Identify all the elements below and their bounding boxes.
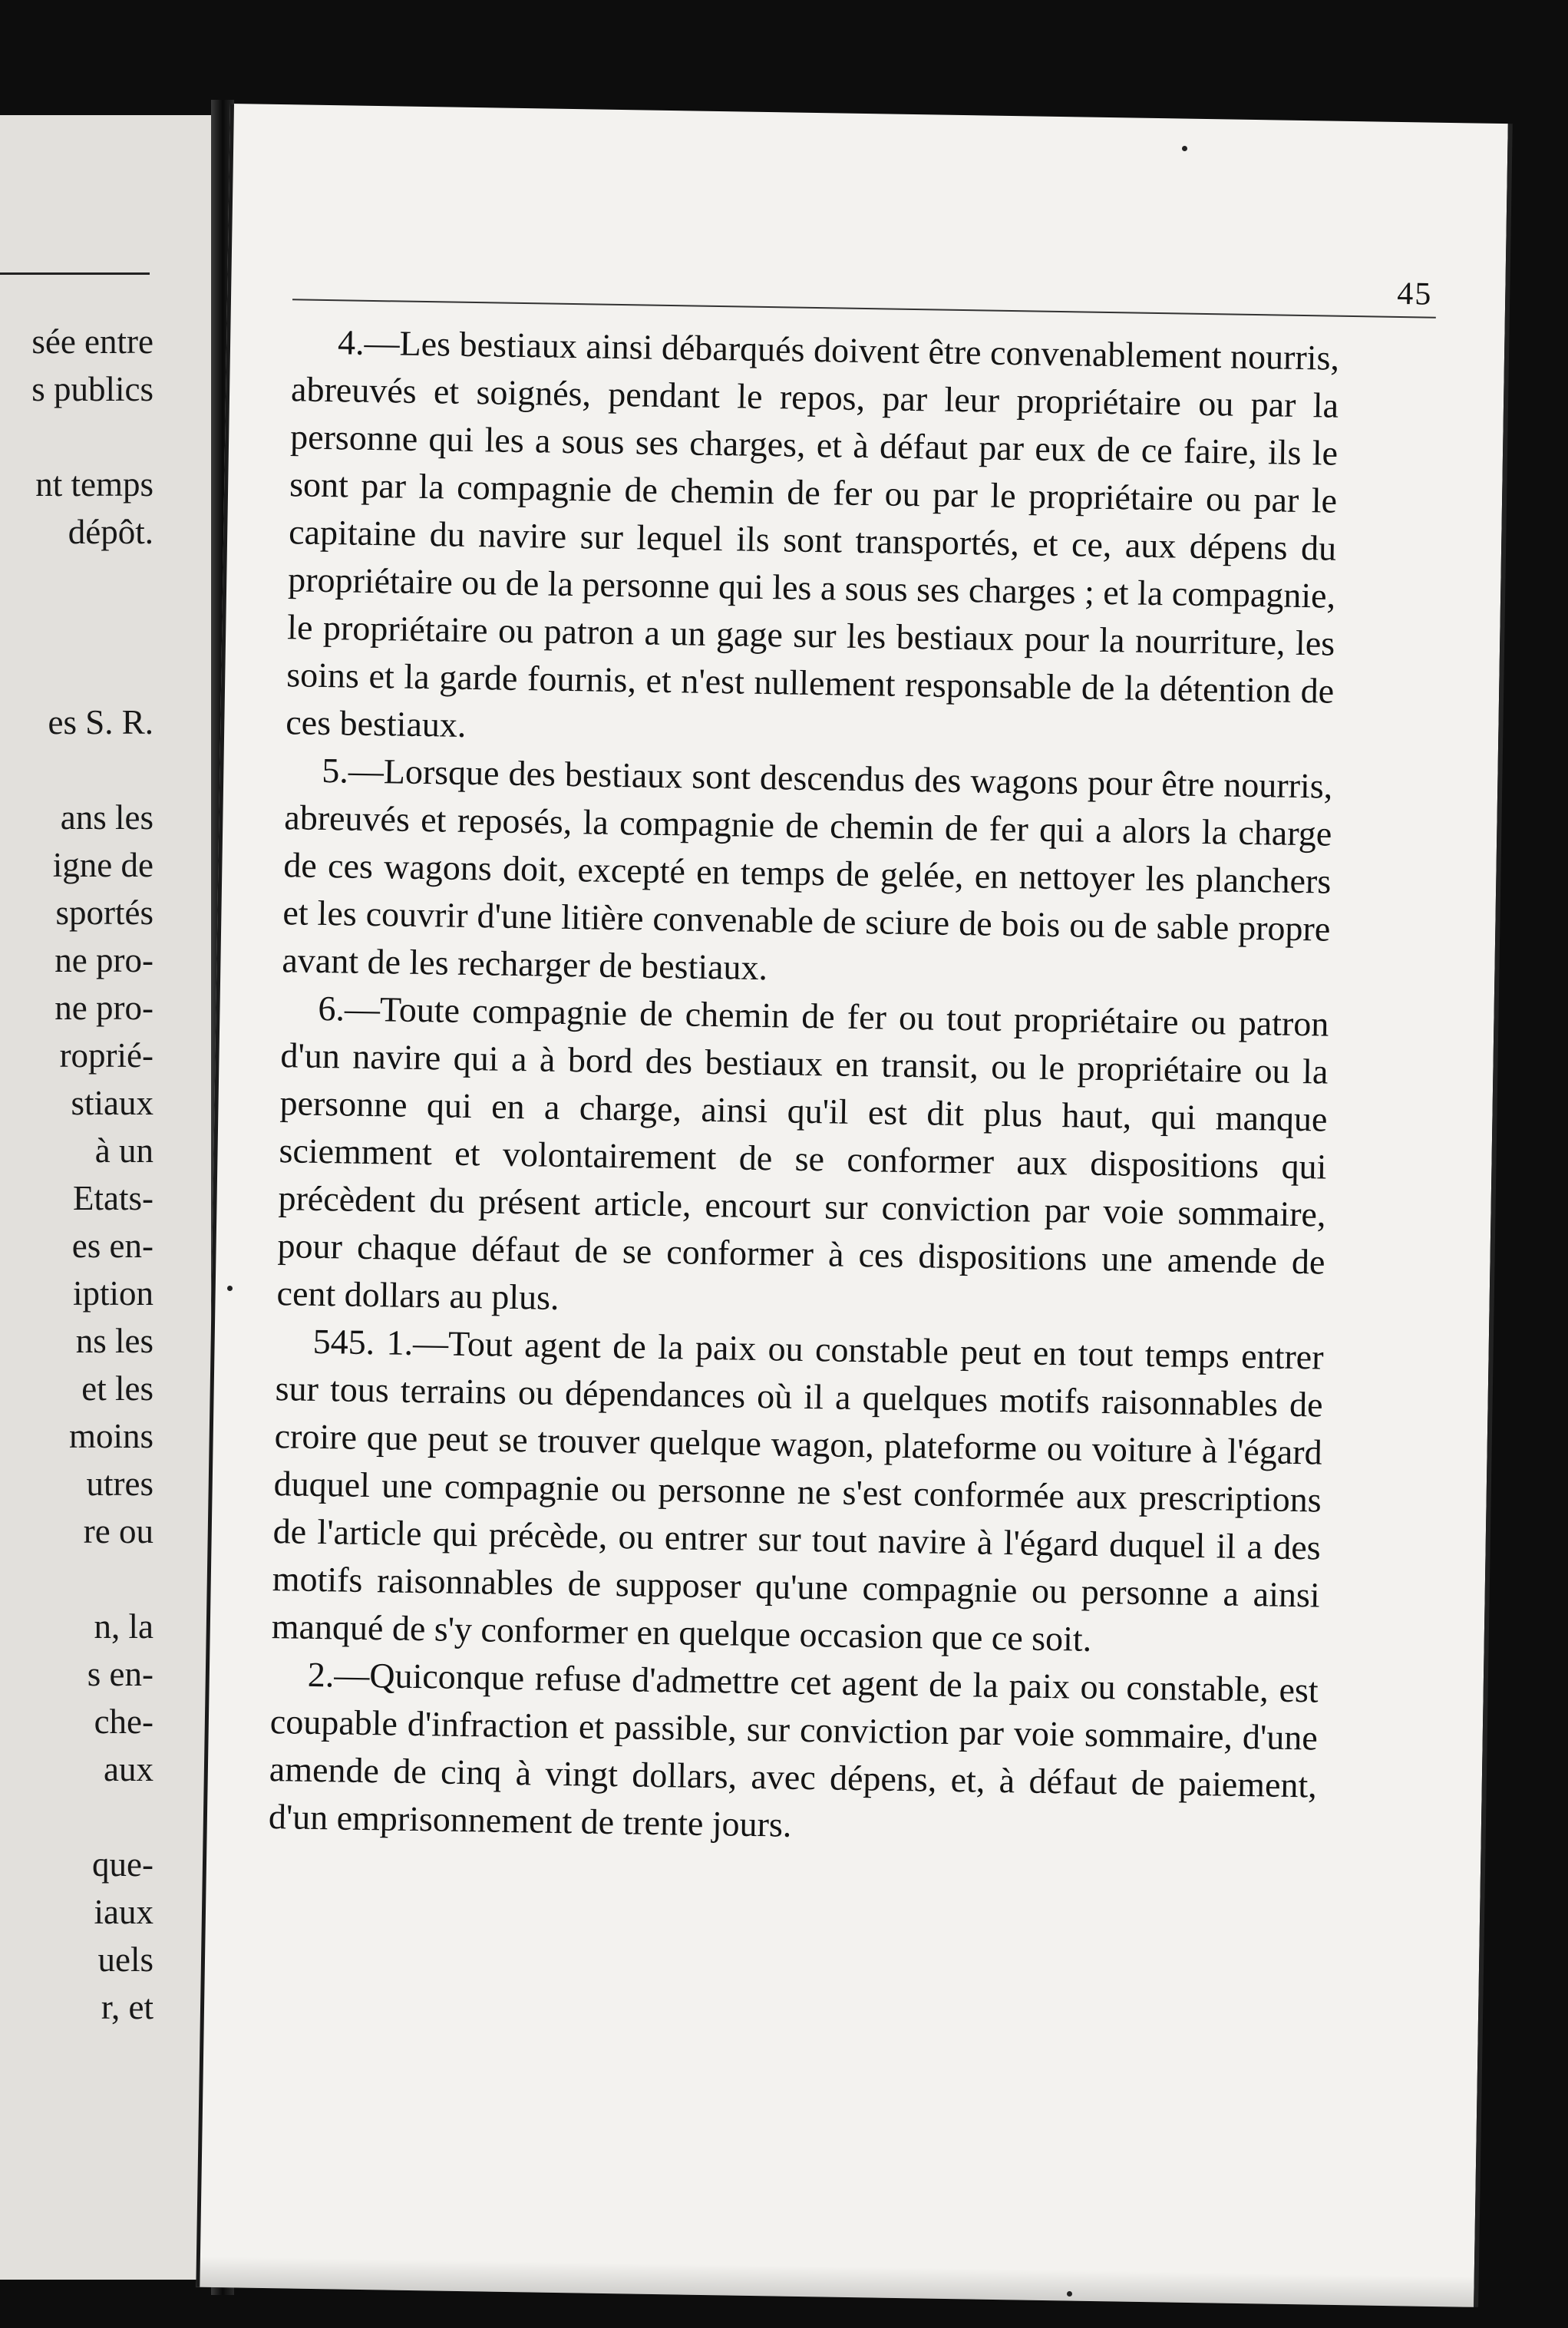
- left-page-line: sée entre: [31, 322, 153, 361]
- right-page: [196, 104, 1507, 2307]
- left-page-line: re ou: [83, 1512, 153, 1550]
- left-page-line: ns les: [75, 1322, 153, 1360]
- scan-speck: [227, 1286, 233, 1291]
- left-page-line: roprié-: [59, 1036, 153, 1075]
- left-page-line: ans les: [60, 798, 153, 837]
- left-page-line: ne pro-: [54, 941, 153, 979]
- left-page-line: que-: [92, 1845, 153, 1884]
- left-page-line: che-: [94, 1702, 153, 1741]
- left-facing-page: [0, 115, 215, 2280]
- left-page-line: iption: [72, 1274, 153, 1313]
- page-number: 45: [1396, 276, 1433, 312]
- left-page-line: s en-: [87, 1655, 153, 1693]
- page-body: [268, 318, 1339, 1857]
- left-page-line: igne de: [52, 846, 153, 884]
- paragraph-article-6: 6.—Toute compagnie de chemin de fer ou tout propriétaire ou patron d'un navire qui a à bord des bestiaux en transit, ou le propriétaire ou la personne qui en a charge, ainsi qu'il est dit plus haut, qui manque sciemment et volontairement de se conformer aux dispositions qui précèdent du présent article, encourt sur conviction par voie sommaire, pour chaque défaut de se conformer à ces dispositions une amende de cent dollars au plus.: [276, 988, 1329, 1317]
- left-page-line: utres: [86, 1464, 153, 1503]
- left-page-line: es S. R.: [48, 703, 153, 741]
- left-page-line: n, la: [94, 1607, 153, 1646]
- header-rule: [292, 299, 1436, 318]
- paragraph-article-4: 4.—Les bestiaux ainsi débarqués doivent être convenablement nourris, abreuvés et soignés, pendant le repos, par leur propriétaire ou par la personne qui les a sous ses charges, et à défaut par eux de ce faire, ils le sont par la compagnie de chemin de fer ou par le propriétaire ou par le capitaine du navire sur lequel ils sont transportés, et ce, aux dépens du propriétaire ou de la personne qui les a sous ses charges ; et la compagnie, le propriétaire ou patron a un gage sur les bestiaux pour la nourriture, les soins et la garde fournis, et n'est nullement responsable de la détention de ces bestiaux.: [285, 322, 1340, 745]
- left-page-line: sportés: [55, 893, 153, 932]
- left-page-line: à un: [94, 1131, 153, 1170]
- left-page-header-rule: [0, 272, 150, 275]
- left-page-line: s publics: [31, 370, 153, 408]
- left-page-line: Etats-: [73, 1179, 153, 1217]
- left-page-line: r, et: [101, 1988, 153, 2026]
- left-page-line: uels: [97, 1940, 153, 1979]
- left-page-line: ne pro-: [54, 989, 153, 1027]
- left-page-line: moins: [68, 1417, 153, 1455]
- page-bottom-shadow: [200, 2257, 1474, 2307]
- left-page-line: nt temps: [35, 465, 153, 504]
- page-edge: [1474, 124, 1513, 2307]
- paragraph-section-545-1: 545. 1.—Tout agent de la paix ou constable peut en tout temps entrer sur tous terrains ou dépendances où il a quelques motifs raisonnables de croire que peut se trouver quelque wagon, plateforme ou voiture à l'égard duquel une compagnie ou personne ne s'est conformée aux prescriptions de l'article qui précède, ou entrer sur tout navire à l'égard duquel il a des motifs raisonnables de supposer qu'une compagnie ou personne a ainsi manqué de s'y conformer en quelque occasion que ce soit.: [271, 1321, 1324, 1659]
- left-page-line: iaux: [94, 1893, 153, 1931]
- left-page-line: dépôt.: [68, 513, 153, 551]
- scan-speck: [1067, 2291, 1072, 2297]
- left-page-line: stiaux: [71, 1084, 153, 1122]
- left-page-line: et les: [81, 1369, 153, 1408]
- scan-speck: [1182, 146, 1187, 151]
- left-page-line: es en-: [71, 1227, 153, 1265]
- left-page-line: aux: [104, 1750, 153, 1788]
- paragraph-article-5: 5.—Lorsque des bestiaux sont descendus des wagons pour être nourris, abreuvés et reposés, la compagnie de chemin de fer qui a alors la charge de ces wagons doit, excepté en temps de gelée, en nettoyer les planchers et les couvrir d'une litière convenable de sciure de bois ou de sable propre avant de les recharger de bestiaux.: [282, 750, 1333, 988]
- paragraph-section-545-2: 2.—Quiconque refuse d'admettre cet agent de la paix ou constable, est coupable d'infraction et passible, sur conviction par voie sommaire, d'une amende de cinq à vingt dollars, avec dépens, et, à défaut de paiement, d'un emprisonnement de trente jours.: [268, 1654, 1319, 1844]
